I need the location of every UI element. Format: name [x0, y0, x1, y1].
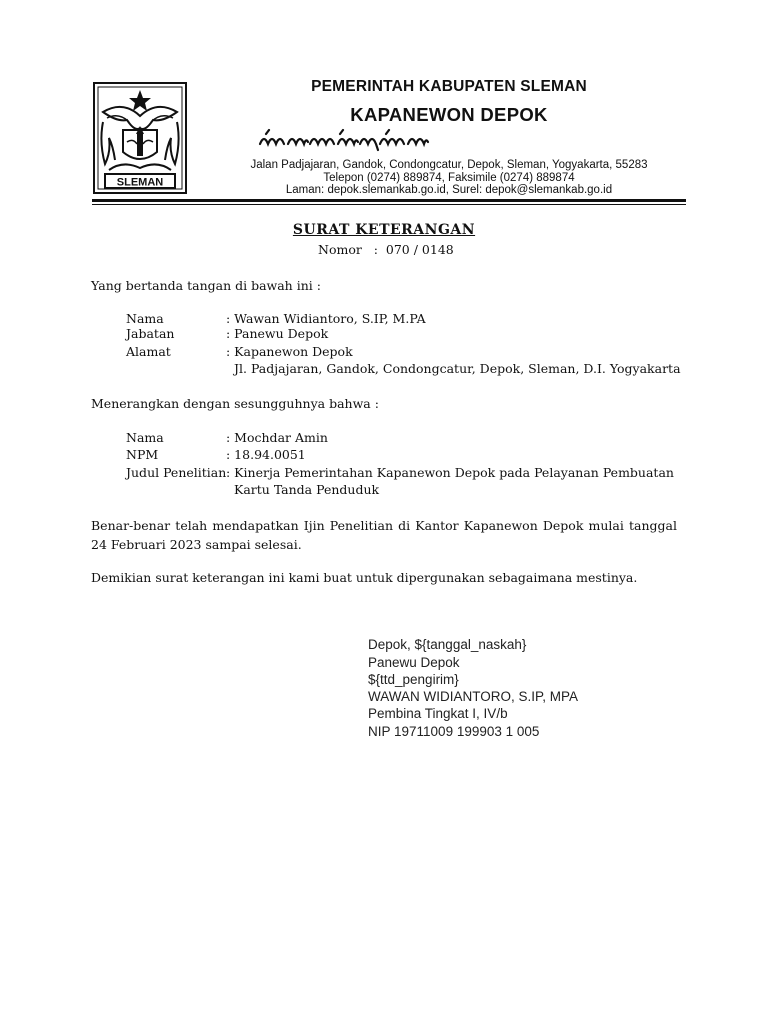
letterhead-rule-thick	[92, 199, 686, 202]
document-title: SURAT KETERANGAN	[292, 222, 476, 238]
subject-name-label: Nama	[126, 430, 164, 445]
subject-research-title-label: Judul Penelitian	[126, 465, 227, 480]
signature-name: WAWAN WIDIANTORO, S.IP, MPA	[368, 689, 579, 704]
closing-text: Demikian surat keterangan ini kami buat untuk dipergunakan sebagaimana mestinya.	[91, 570, 638, 585]
subject-research-title-continued: Kartu Tanda Penduduk	[234, 482, 380, 497]
signer-position-value: : Panewu Depok	[226, 326, 329, 341]
letterhead-web-email: Laman: depok.slemankab.go.id, Surel: depok@slemankab.go.id	[285, 184, 613, 196]
subject-npm-label: NPM	[126, 447, 159, 462]
signer-position-label: Jabatan	[126, 326, 175, 341]
subject-research-title-value: : Kinerja Pemerintahan Kapanewon Depok pada Pelayanan Pembuatan	[226, 465, 674, 480]
signature-placeholder: ${ttd_pengirim}	[368, 672, 459, 687]
body-paragraph: Benar-benar telah mendapatkan Ijin Penelitian di Kantor Kapanewon Depok mulai tanggal 24 Februari 2023 sampai selesai.	[91, 518, 677, 552]
intro-text: Yang bertanda tangan di bawah ini :	[91, 278, 321, 293]
letterhead-office-name: KAPANEWON DEPOK	[350, 104, 548, 125]
letterhead-government-name: PEMERINTAH KABUPATEN SLEMAN	[311, 78, 587, 95]
signer-name-label: Nama	[126, 311, 164, 326]
signer-address-value: : Kapanewon Depok	[226, 344, 353, 359]
javanese-script-ornament	[190, 126, 490, 154]
signature-nip: NIP 19711009 199903 1 005	[368, 724, 540, 739]
letterhead-rule-thin	[92, 204, 686, 205]
signature-rank: Pembina Tingkat I, IV/b	[368, 706, 508, 721]
signature-place-date: Depok, ${tanggal_naskah}	[368, 637, 527, 652]
subject-npm-value: : 18.94.0051	[226, 447, 306, 462]
signer-name-value: : Wawan Widiantoro, S.IP, M.PA	[226, 311, 426, 326]
signer-address-continued: Jl. Padjajaran, Gandok, Condongcatur, Depok, Sleman, D.I. Yogyakarta	[234, 361, 681, 376]
sleman-emblem-logo	[93, 82, 187, 194]
subject-name-value: : Mochdar Amin	[226, 430, 328, 445]
svg-text:SLEMAN: SLEMAN	[116, 176, 164, 189]
letterhead-address: Jalan Padjajaran, Gandok, Condongcatur, Depok, Sleman, Yogyakarta, 55283	[250, 159, 648, 171]
signer-address-label: Alamat	[126, 344, 171, 359]
letterhead-phone-fax: Telepon (0274) 889874, Faksimile (0274) 889874	[323, 172, 575, 184]
declaration-text: Menerangkan dengan sesungguhnya bahwa :	[91, 396, 379, 411]
document-number: Nomor : 070 / 0148	[318, 242, 454, 257]
signature-position: Panewu Depok	[368, 655, 460, 670]
